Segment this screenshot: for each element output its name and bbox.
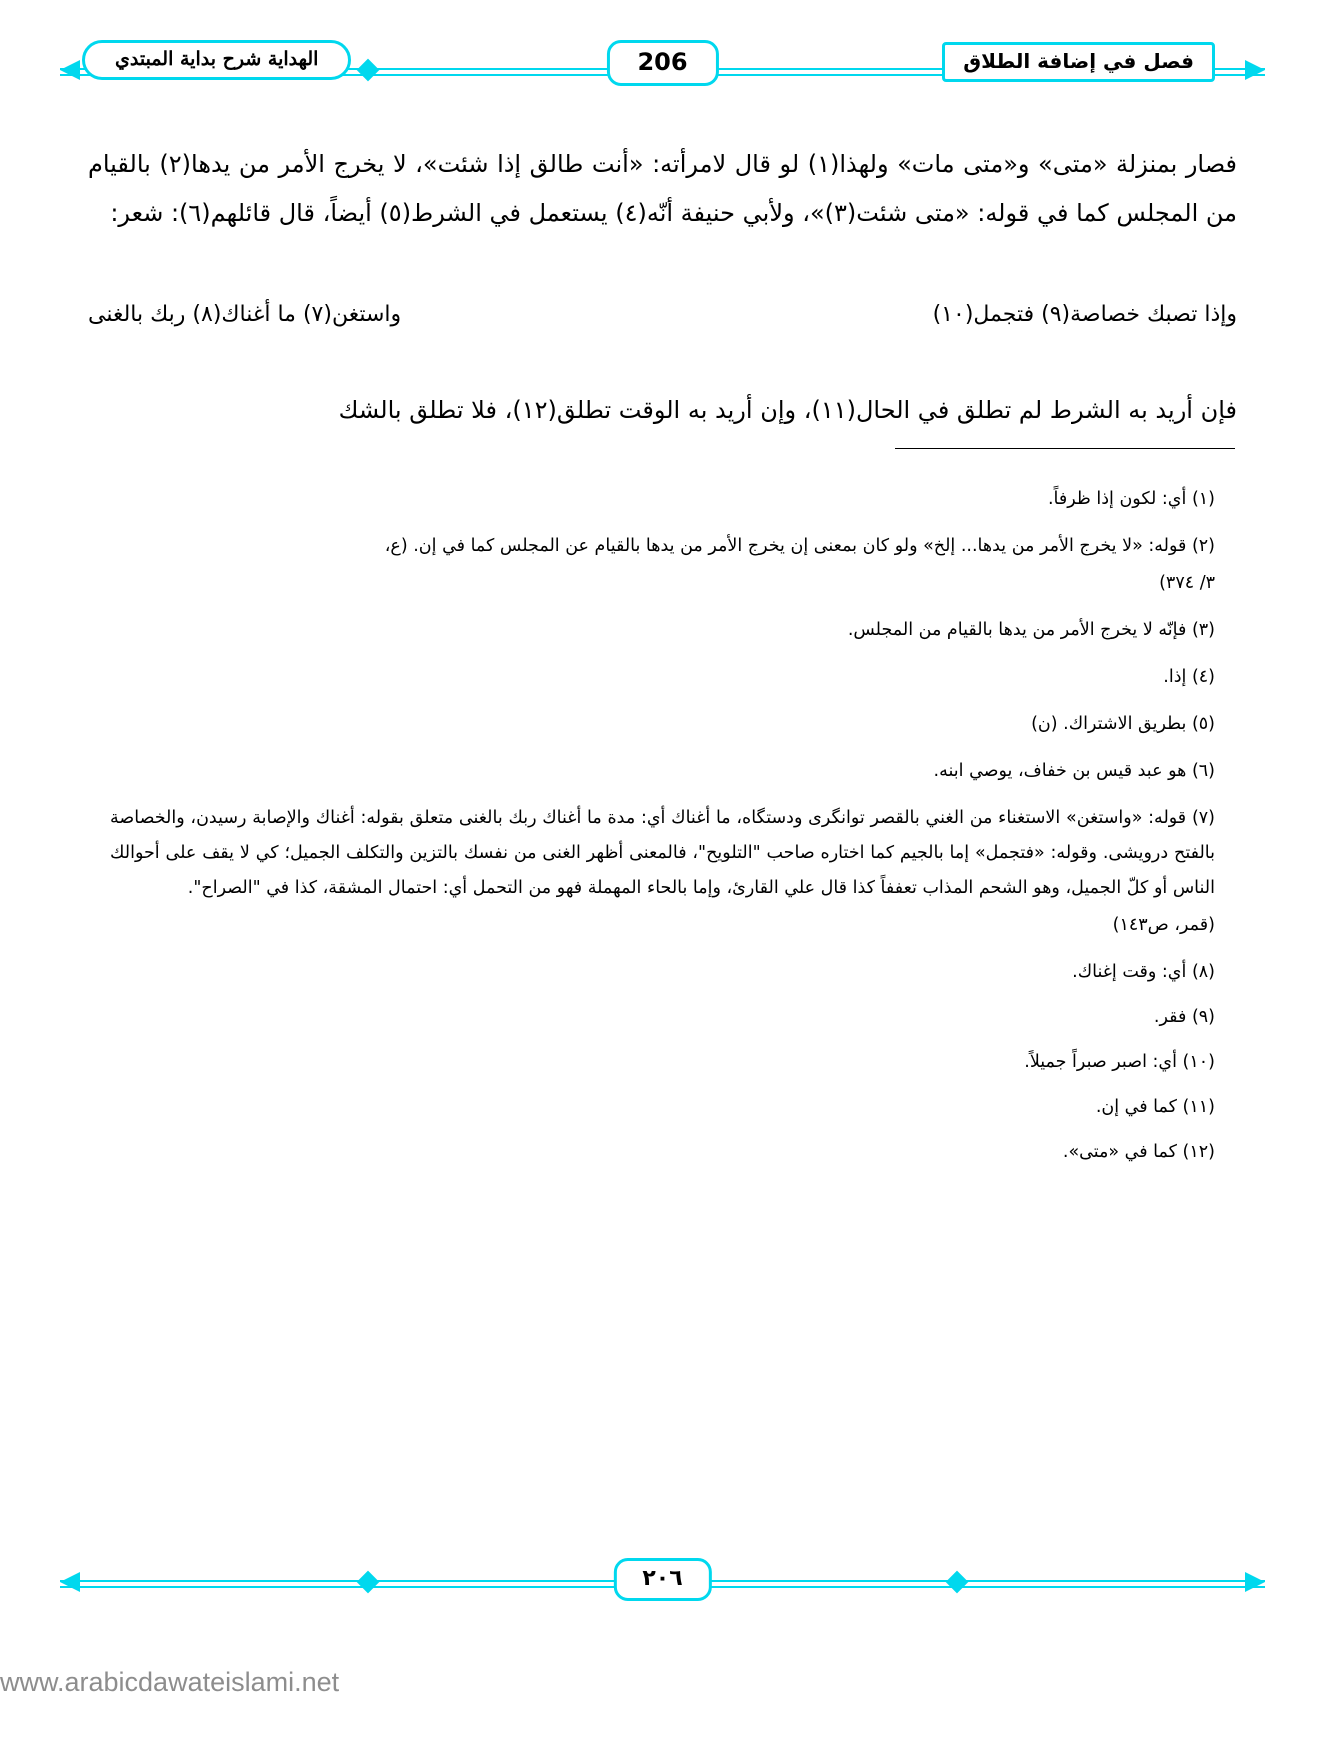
footnote-reference: ٣/ ٣٧٤) bbox=[1159, 573, 1215, 593]
footnote-separator bbox=[895, 448, 1235, 449]
main-paragraph-1: فصار بمنزلة «متى» و«متى مات» ولهذا(١) لو قال لامرأته: «أنت طالق إذا شئت»، لا يخرج الأمر من يدها(٢) بالقيام من المجلس كما في قوله: «متى شئت(٣)»، ولأبي حنيفة أنّه(٤) يستعمل في الشرط(٥) أيضاً، قال قائلهم(٦): شعر: bbox=[88, 150, 1238, 228]
footnote-text: أي: وقت إغناك. bbox=[1072, 962, 1187, 982]
footnote-item bbox=[110, 1090, 1215, 1125]
footnote-number: (١١) bbox=[1182, 1097, 1215, 1117]
header-diamond-left-icon bbox=[357, 59, 380, 82]
footnote-item bbox=[110, 613, 1215, 648]
footnote-number: (٩) bbox=[1191, 1007, 1215, 1027]
footnote-number: (٧) bbox=[1191, 808, 1215, 828]
footnote-item bbox=[110, 529, 1215, 601]
footer-diamond-right-icon bbox=[946, 1571, 969, 1594]
footnote-number: (٦) bbox=[1191, 761, 1215, 781]
footnote-item bbox=[110, 1135, 1215, 1170]
verse-first-hemistich: واستغن(٧) ما أغناك(٨) ربك بالغنى bbox=[88, 302, 402, 327]
footer-diamond-left-icon bbox=[357, 1571, 380, 1594]
page-footer bbox=[60, 1558, 1265, 1610]
footnote-text: أي: اصبر صبراً جميلاً. bbox=[1024, 1052, 1177, 1072]
footnote-item bbox=[110, 660, 1215, 695]
footnote-text: كما في «متى». bbox=[1062, 1142, 1177, 1162]
footnote-text: قوله: «لا يخرج الأمر من يدها... إلخ» ولو كان بمعنى إن يخرج الأمر من يدها بالقيام عن المجلس كما في إن. (ع، bbox=[384, 536, 1187, 556]
footnote-text: بطريق الاشتراك. (ن) bbox=[1031, 714, 1187, 734]
footnote-number: (٨) bbox=[1191, 962, 1215, 982]
footnote-number: (١٠) bbox=[1182, 1052, 1215, 1072]
footnote-number: (١٢) bbox=[1182, 1142, 1215, 1162]
footnote-number: (٢) bbox=[1191, 536, 1215, 556]
footnote-item bbox=[110, 801, 1215, 943]
footnote-text: فقر. bbox=[1153, 1007, 1187, 1027]
footnote-text: أي: لكون إذا ظرفاً. bbox=[1047, 489, 1187, 509]
footnote-item bbox=[110, 955, 1215, 990]
header-page-number: 206 bbox=[606, 40, 718, 86]
main-body-text bbox=[88, 140, 1237, 240]
footnote-item bbox=[110, 754, 1215, 789]
footnote-text: هو عبد قيس بن خفاف، يوصي ابنه. bbox=[933, 761, 1187, 781]
page-header bbox=[60, 38, 1265, 100]
main-paragraph-2 bbox=[88, 362, 1237, 459]
footnote-list bbox=[110, 482, 1215, 1180]
footnote-text: إذا. bbox=[1163, 667, 1187, 687]
site-watermark: www.arabicdawateislami.net bbox=[0, 1667, 340, 1697]
book-title: الهداية شرح بداية المبتدي bbox=[82, 40, 351, 80]
footnote-number: (٥) bbox=[1191, 714, 1215, 734]
footnote-number: (٤) bbox=[1191, 667, 1215, 687]
footnote-item bbox=[110, 1000, 1215, 1035]
footer-page-number: ٢٠٦ bbox=[613, 1558, 711, 1601]
footnote-number: (٣) bbox=[1191, 620, 1215, 640]
footnote-item bbox=[110, 482, 1215, 517]
footnote-text: قوله: «واستغن» الاستغناء من الغني بالقصر توانگرى ودستگاه، ما أغناك أي: مدة ما أغناك ربك بالغنى متعلق بقوله: أغناك والإصابة رسيدن، والخصاصة بالفتح درويشى. وقوله: «فتجمل» إما بالجيم كما اختاره صاحب "التلويح"، فالمعنى أظهر الغنى من نفسك بالتزين والتكلف الجميل؛ كي لا يقف على أحوالك الناس أو كلّ الجميل، وهو الشحم المذاب تعففاً كذا قال علي القارئ، وإما بالحاء المهملة فهو من التحمل أي: احتمال المشقة، كذا في "الصراح". bbox=[110, 808, 1215, 898]
footnote-item bbox=[110, 707, 1215, 742]
verse-line bbox=[88, 302, 1237, 327]
main-paragraph-2-text: فإن أريد به الشرط لم تطلق في الحال(١١)، وإن أريد به الوقت تطلق(١٢)، فلا تطلق بالشك bbox=[338, 396, 1237, 424]
footnote-text: كما في إن. bbox=[1095, 1097, 1177, 1117]
chapter-title: فصل في إضافة الطلاق bbox=[942, 42, 1215, 82]
footnote-reference: (قمر، ص١٤٣) bbox=[1112, 915, 1215, 935]
footnote-number: (١) bbox=[1191, 489, 1215, 509]
footnote-item bbox=[110, 1045, 1215, 1080]
footnote-text: فإنّه لا يخرج الأمر من يدها بالقيام من المجلس. bbox=[847, 620, 1187, 640]
verse-second-hemistich: وإذا تصبك خصاصة(٩) فتجمل(١٠) bbox=[932, 302, 1237, 327]
